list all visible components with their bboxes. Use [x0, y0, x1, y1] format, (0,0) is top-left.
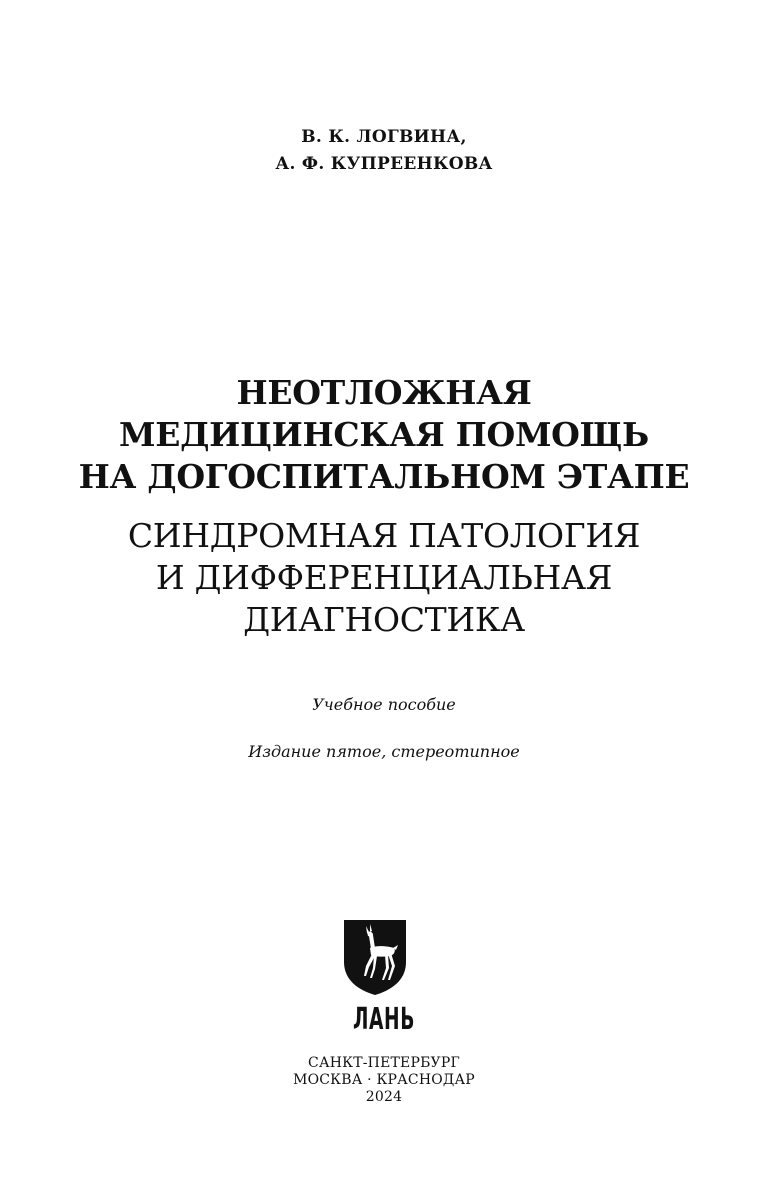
- publisher-logo-text: ЛАНЬ: [352, 1002, 416, 1037]
- authors: [0, 124, 768, 178]
- book-subtitle: [0, 515, 768, 641]
- subtitle-line-1: СИНДРОМНАЯ ПАТОЛОГИЯ: [127, 516, 641, 555]
- author-2: А. Ф. КУПРЕЕНКОВА: [275, 154, 493, 174]
- document-type: Учебное пособие: [312, 695, 456, 714]
- subtitle-line-2: И ДИФФЕРЕНЦИАЛЬНАЯ: [155, 558, 613, 597]
- title-line-1: НЕОТЛОЖНАЯ: [236, 373, 532, 412]
- imprint-year: 2024: [365, 1089, 403, 1105]
- imprint: [0, 1055, 768, 1106]
- deer-shield-icon: [342, 918, 408, 996]
- imprint-city-line-1: САНКТ-ПЕТЕРБУРГ: [308, 1055, 460, 1071]
- edition-note: Издание пятое, стереотипное: [248, 742, 520, 761]
- author-1: В. К. ЛОГВИНА,: [301, 127, 467, 147]
- subtitle-line-3: ДИАГНОСТИКА: [243, 600, 525, 639]
- title-line-2: МЕДИЦИНСКАЯ ПОМОЩЬ: [119, 415, 649, 454]
- imprint-city-line-2: МОСКВА · КРАСНОДАР: [293, 1072, 475, 1088]
- book-title: [0, 372, 768, 498]
- title-line-3: НА ДОГОСПИТАЛЬНОМ ЭТАПЕ: [78, 457, 690, 496]
